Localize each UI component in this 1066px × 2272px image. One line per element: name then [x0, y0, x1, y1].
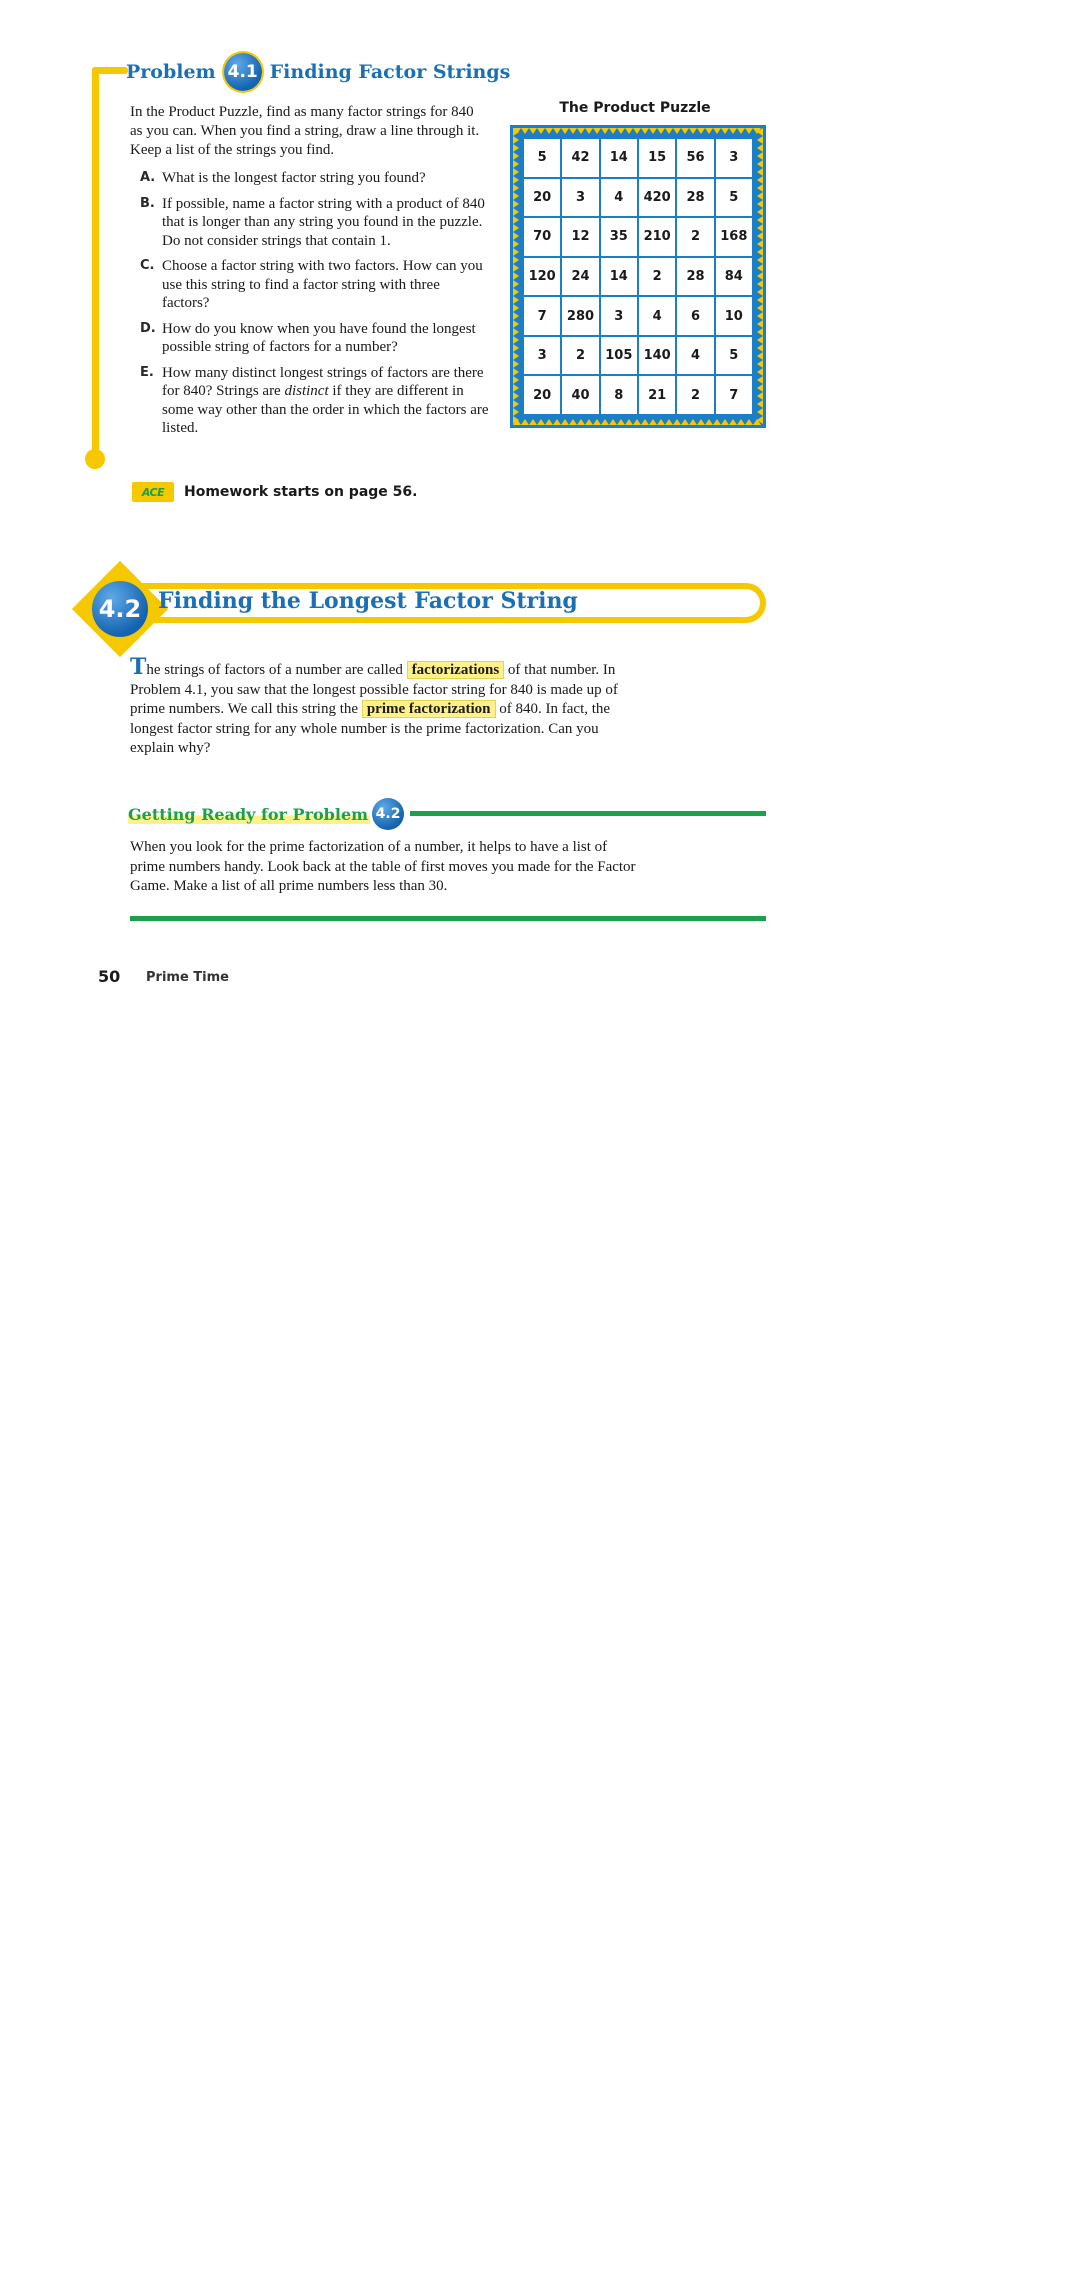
- question-list: [130, 169, 490, 445]
- question-text: How do you know when you have found the longest possible string of factors for a number?: [162, 320, 476, 355]
- getting-ready-bottom-rule: [130, 916, 766, 921]
- puzzle-cell: 70: [523, 217, 561, 257]
- question-text: What is the longest factor string you found?: [162, 170, 426, 186]
- ace-logo-icon: [132, 482, 174, 502]
- section-number-badge: 4.2: [92, 581, 148, 637]
- question-e-part1: How many distinct longest strings of factors are there for 840? Strings are: [162, 364, 484, 399]
- question-letter: D.: [140, 320, 156, 336]
- puzzle-cell: 40: [561, 375, 599, 415]
- puzzle-cell: 8: [600, 375, 638, 415]
- puzzle-cell: 280: [561, 296, 599, 336]
- puzzle-cell: 20: [523, 375, 561, 415]
- para-part3: of 840. In fact, the longest factor string for any whole number is the prime factorization. Can you explain why?: [130, 701, 611, 756]
- para-part2: of that number. In Problem 4.1, you saw that the longest possible factor string for 840 is made up of prime numbers. We call this string the: [130, 662, 618, 717]
- puzzle-cell: 3: [523, 336, 561, 376]
- question-letter: E.: [140, 364, 154, 380]
- puzzle-cell: 12: [561, 217, 599, 257]
- question-letter: B.: [140, 195, 155, 211]
- puzzle-title: The Product Puzzle: [559, 100, 711, 116]
- puzzle-cell: 10: [715, 296, 753, 336]
- problem-intro: In the Product Puzzle, find as many factor strings for 840 as you can. When you find a string, draw a line through it. Keep a list of the strings you find.: [130, 104, 480, 158]
- puzzle-cell: 420: [638, 178, 676, 218]
- question-text: If possible, name a factor string with a product of 840 that is longer than any string you found in the puzzle. Do not consider strings that contain 1.: [162, 195, 485, 249]
- puzzle-cell: 7: [715, 375, 753, 415]
- problem-number-badge: 4.1: [224, 53, 262, 91]
- getting-ready-text: When you look for the prime factorization of a number, it helps to have a list of prime numbers handy. Look back at the table of first moves you made for the Factor Game. Make a list of all prime numbers less than 30.: [130, 839, 636, 894]
- puzzle-cell: 105: [600, 336, 638, 376]
- puzzle-cell: 140: [638, 336, 676, 376]
- getting-ready-number-badge: 4.2: [372, 798, 404, 830]
- puzzle-cell: 2: [638, 257, 676, 297]
- book-title: Prime Time: [146, 970, 229, 985]
- puzzle-cell: 20: [523, 178, 561, 218]
- question-e: [130, 364, 490, 438]
- puzzle-cell: 5: [523, 138, 561, 178]
- puzzle-cell: 15: [638, 138, 676, 178]
- puzzle-cell: 7: [523, 296, 561, 336]
- getting-ready-header: [128, 798, 404, 830]
- puzzle-cell: 2: [676, 217, 714, 257]
- puzzle-cell: 2: [561, 336, 599, 376]
- puzzle-cell: 24: [561, 257, 599, 297]
- problem-header: [126, 56, 510, 88]
- section-title: Finding the Longest Factor String: [158, 588, 578, 614]
- drop-cap: T: [130, 654, 147, 680]
- question-text: [162, 364, 490, 438]
- problem-label: Problem: [126, 61, 216, 83]
- puzzle-cell: 168: [715, 217, 753, 257]
- homework-note: [132, 482, 417, 502]
- puzzle-cell: 28: [676, 257, 714, 297]
- vocab-factorizations: factorizations: [407, 661, 504, 679]
- puzzle-cell: 56: [676, 138, 714, 178]
- problem-bracket-line: [92, 67, 99, 460]
- homework-text: Homework starts on page 56.: [184, 484, 418, 500]
- puzzle-cell: 4: [600, 178, 638, 218]
- puzzle-cell: 35: [600, 217, 638, 257]
- puzzle-cell: 6: [676, 296, 714, 336]
- product-puzzle-grid: [522, 137, 754, 416]
- section-paragraph: [130, 654, 640, 759]
- question-a: [130, 169, 490, 188]
- question-e-part2: if they are different in some way other than the order in which the factors are listed.: [162, 383, 489, 436]
- puzzle-cell: 14: [600, 138, 638, 178]
- problem-title: Finding Factor Strings: [269, 61, 511, 83]
- puzzle-cell: 2: [676, 375, 714, 415]
- ace-logo-text: ACE: [141, 485, 165, 499]
- question-letter: A.: [140, 170, 156, 185]
- question-d: [130, 320, 490, 357]
- puzzle-cell: 28: [676, 178, 714, 218]
- puzzle-cell: 4: [638, 296, 676, 336]
- question-b: [130, 195, 490, 251]
- question-e-term: distinct: [284, 383, 329, 399]
- puzzle-cell: 5: [715, 336, 753, 376]
- getting-ready-label: Getting Ready for Problem: [128, 804, 369, 824]
- puzzle-cell: 42: [561, 138, 599, 178]
- puzzle-cell: 120: [523, 257, 561, 297]
- para-part1: he strings of factors of a number are called: [146, 662, 407, 678]
- puzzle-cell: 84: [715, 257, 753, 297]
- puzzle-cell: 3: [561, 178, 599, 218]
- puzzle-cell: 3: [715, 138, 753, 178]
- vocab-prime-factorization: prime factorization: [362, 700, 496, 718]
- puzzle-cell: 5: [715, 178, 753, 218]
- puzzle-cell: 14: [600, 257, 638, 297]
- question-text: Choose a factor string with two factors. How can you use this string to find a factor string with three factors?: [162, 258, 483, 311]
- page-number: 50: [98, 967, 121, 986]
- puzzle-cell: 3: [600, 296, 638, 336]
- puzzle-cell: 4: [676, 336, 714, 376]
- puzzle-cell: 210: [638, 217, 676, 257]
- puzzle-cell: 21: [638, 375, 676, 415]
- getting-ready-rule: [410, 811, 766, 816]
- problem-bracket-top: [92, 67, 128, 74]
- question-letter: C.: [140, 258, 155, 273]
- question-c: [130, 257, 490, 313]
- problem-bracket-end-dot: [85, 449, 105, 469]
